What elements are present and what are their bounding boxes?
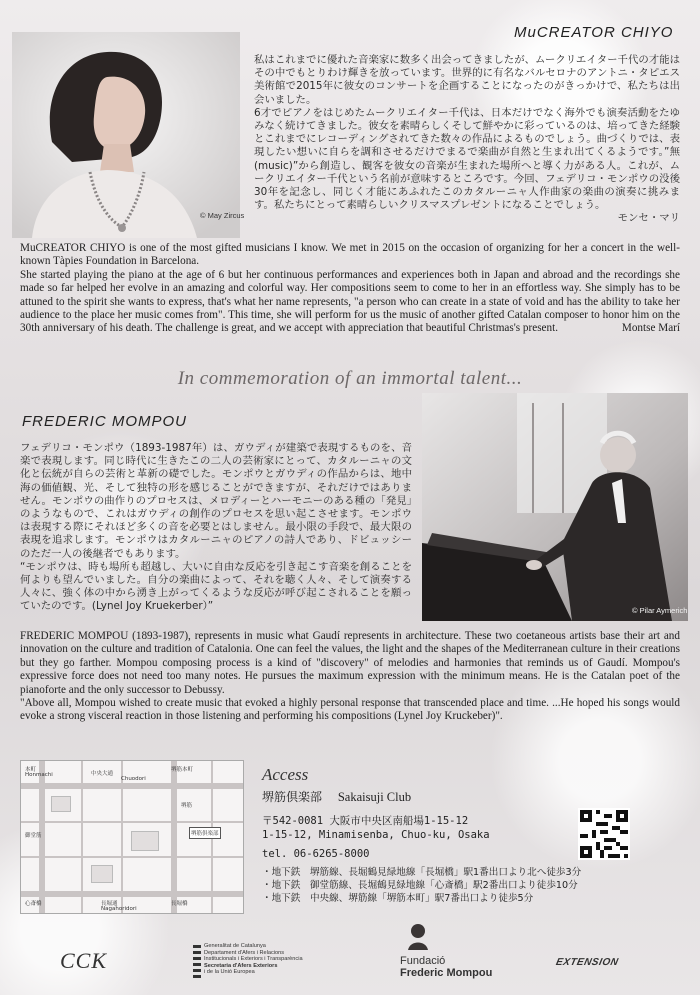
tagline: In commemoration of an immortal talent... (177, 368, 523, 389)
map-label-nagahoribashi: 長堀橋 (171, 901, 188, 907)
venue-en: Sakaisuji Club (337, 790, 412, 804)
access-address (262, 814, 490, 861)
mucreator-en-signature: Montse Marí (621, 322, 680, 335)
access-directions (262, 866, 581, 905)
map-label-honmachi-en: Honmachi (25, 772, 53, 778)
address-jp: 〒542-0081 大阪市中央区南船場1-15-12 (262, 815, 469, 827)
mucreator-jp-text (254, 54, 680, 226)
chiyo-portrait (12, 32, 240, 238)
map-label-nagahori: 長堀通 (101, 901, 118, 907)
venue-jp: 堺筋倶楽部 (262, 790, 323, 804)
direction-item: ・地下鉄 御堂筋線、長堀鶴見緑地線「心斎橋」駅2番出口より徒歩10分 (262, 880, 578, 891)
mompou-jp-paragraph: フェデリコ・モンポウ（1893-1987年）は、ガウディが建築で表現するものを、音楽で表現します。同じ時代に生きたこの二人の芸術家にとって、カタルーニャの文化と伝統が自らの芸術と革新の礎でした。モンポウとガウディの作品からは、地中海の価値観、光、そして独特の形を感じることができますが、それだけではありません。モンポウの曲作りのプロセスは、メロディーとハーモニーのある種の「発見」のようなもので、これはガウディの創作のプロセスを思い起こさせます。モンポウは表現する際にそれほど多くの音を必要とはしません。最小限の手段で、最大限の表現を追求します。モンポウはカタルーニャのピアノの詩人であり、ドビュッシーのただ一人の後継者でもあります。 (20, 442, 412, 560)
fundacio-line: Fundació (400, 955, 446, 967)
gencat-line: Institucionals i Exteriors i Transparència (204, 956, 303, 963)
qr-code[interactable] (578, 808, 630, 860)
access-map (20, 760, 244, 914)
mompou-en-text (20, 630, 680, 724)
map-label-nagahori-en: Nagahoridori (101, 906, 137, 912)
cck-logo: CCK (60, 948, 108, 973)
map-label-midosuji: 御堂筋 (25, 833, 42, 839)
map-label-chuo-en: Chuodori (121, 776, 146, 782)
mompou-silhouette-icon (404, 922, 432, 950)
gencat-line: i de la Unió Europea (204, 969, 255, 976)
mucreator-title: MuCREATOR CHIYO (514, 24, 674, 41)
address-en: 1-15-12, Minamisenba, Chuo-ku, Osaka (262, 829, 490, 841)
gencat-line: Generalitat de Catalunya (204, 943, 266, 949)
mompou-photo (422, 393, 688, 621)
chiyo-photo-credit: © May Zircus (200, 211, 245, 220)
gencat-logo (204, 943, 303, 976)
map-label-club: 堺筋倶楽部 (189, 827, 221, 839)
mucreator-jp-paragraph: 6才でピアノをはじめたムークリエイター千代は、日本だけでなく海外でも演奏活動をたゆみなく続けてきました。彼女を素晴らしくそして鮮やかに彩っているのは、培ってきた経験とこれまでにレコーディングされてきた数々の作品によるものでしょう。曲づくりでは、表現したい想いに自らを調和させるだけでまるで楽曲が自然と生まれ出てくるようです。”無(music)”から創造し、観客を彼女の音楽が生まれた場所へと導く力がある人。これが、ムークリエイター千代という名前が意味するところです。今回、フェデリコ・モンポウの没後30年を記念し、同じく才能にあふれたこのカタルーニャ人作曲家の楽曲の演奏に挑みます。私たちにとって素晴らしいクリスマスプレゼントになることでしょう。 (254, 106, 681, 212)
mucreator-jp-signature: モンセ・マリ (617, 212, 680, 225)
mompou-jp-paragraph: “モンポウは、時も場所も超越し、大いに自由な反応を引き起こす音楽を創ることを何よりも望んでいました。自分の楽曲によって、それを聴く人々、そして演奏する人々に、強く体の中から湧き上がってくるような反応が呼び起こされることを願っていたのです。(Lynel Joy Kruekerber）” (20, 560, 412, 613)
mucreator-en-text (20, 242, 680, 336)
mompou-jp-text (20, 442, 412, 614)
mompou-photo-credit: © Pilar Aymerich (632, 606, 688, 615)
extension-logo: EXTENSION (554, 957, 620, 968)
mompou-en-paragraph: FREDERIC MOMPOU (1893-1987), represents in music what Gaudí represents in architecture. These two coetaneous artists base their art and innovation on the culture and tradition of Catalonia. One can feel the values, the light and the shapes of the Mediterranean culture in their creations but they go farther. Mompou composing process is a kind of "discovery" of melodies and harmonies that reminds us of Gaudí. Mompou's expressive force does not need too many notes. He pursues the maximum expression with the minimum means. He is the Catalan poet of the pianoforte and the only successor to Debussy. (20, 630, 680, 696)
mompou-en-paragraph: "Above all, Mompou wished to create music that evoked a highly personal response that transcended place and time. ...He hoped his songs would evoke a strong visceral reaction in those listening and performing his compositions (Lynel Joy Kruckeber)". (20, 697, 680, 723)
mucreator-en-paragraph: MuCREATOR CHIYO is one of the most gifted musicians I know. We met in 2015 on the occasion of organizing for her a concert in the well-known Tàpies Foundation in Barcelona. (20, 242, 680, 268)
fundacio-logo (400, 955, 492, 979)
map-label-honmachi: 本町 (25, 767, 37, 773)
direction-item: ・地下鉄 堺筋線、長堀鶴見緑地線「長堀橋」駅1番出口より北へ徒歩3分 (262, 867, 582, 878)
mompou-title: FREDERIC MOMPOU (22, 413, 187, 430)
map-label-sakaisuji-honmachi: 堺筋本町 (171, 767, 194, 773)
telephone: tel. 06-6265-8000 (262, 848, 370, 860)
map-label-chuo: 中央大通 (91, 771, 114, 777)
access-heading: Access (262, 765, 309, 784)
gencat-emblem-icon (193, 944, 201, 978)
mucreator-jp-paragraph: 私はこれまでに優れた音楽家に数多く出会ってきましたが、ムークリエイター千代の才能はその中でもとりわけ輝きを放っています。世界的に有名なバルセロナのアントニ・タピエス美術館で2015年に彼女のコンサートを企画することになったのがきっかけで、私たちは出会いました。 (254, 54, 680, 106)
mucreator-en-paragraph: She started playing the piano at the age of 6 but her continuous performances and experiences both in Japan and abroad and the recordings she made so far helped her evolve in an amazing and colorful way. Her compositions seem to come to her in an effortless way. She simply has to be attuned to the spirit she wants to express, that's what her name represents, "a person who can create in a state of void and has the ability to take her audience to the place her music comes from". This time, she will perform for us the music of another gifted Catalan composer to honor him on the 30th anniversary of his death. The challenge is great, and we accept with appreciation that beautiful Christmas's present. (20, 268, 680, 335)
map-label-sakaisuji: 堺筋 (181, 803, 193, 809)
gencat-line: Departament d'Afers i Relacions (204, 949, 285, 956)
fundacio-line: Frederic Mompou (400, 967, 493, 979)
direction-item: ・地下鉄 中央線、堺筋線「堺筋本町」駅7番出口より徒歩5分 (262, 893, 534, 904)
gencat-line: Secretaria d'Afers Exteriors (204, 962, 278, 969)
map-label-shinsaibashi: 心斎橋 (25, 901, 42, 907)
